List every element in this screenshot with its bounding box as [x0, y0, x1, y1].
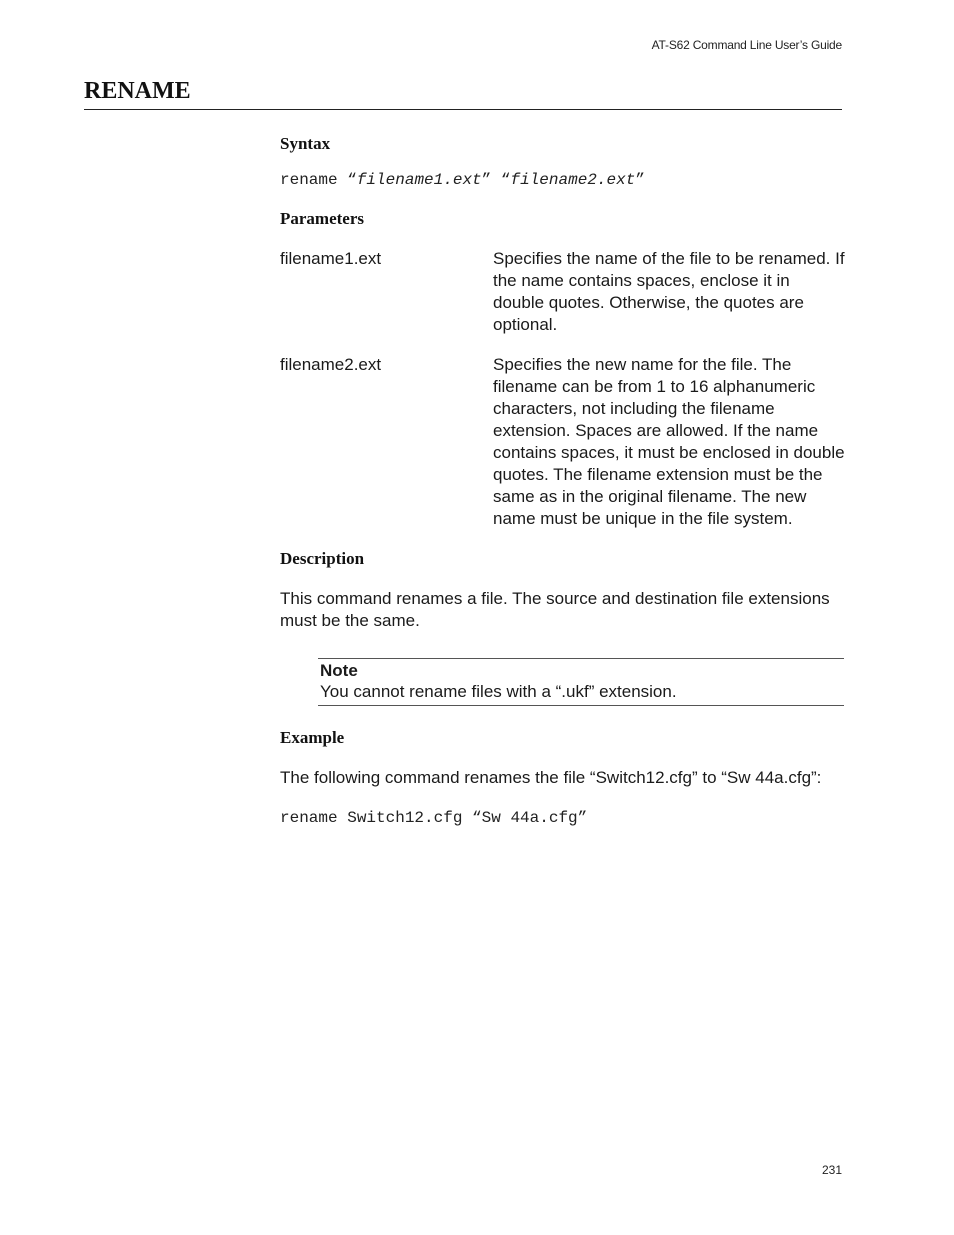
syntax-heading: Syntax [280, 134, 331, 153]
quote-close-2: ” [635, 171, 645, 189]
syntax-space [491, 171, 501, 189]
running-head: AT-S62 Command Line User’s Guide [651, 38, 842, 52]
param-name-2: filename2.ext [280, 355, 382, 374]
description-text: This command renames a file. The source and destination file extensions must be the same. [280, 589, 830, 630]
description-heading: Description [280, 549, 365, 568]
quote-close-1: ” [481, 171, 492, 189]
param-description-1: Specifies the name of the file to be renamed. If the name contains spaces, enclose it in double quotes. Otherwise, the quotes are optional. [493, 249, 845, 334]
example-command: rename Switch12.cfg “Sw 44a.cfg” [280, 809, 588, 827]
param-description-2: Specifies the new name for the file. The filename can be from 1 to 16 alphanumeric characters, not including the filename extension. Spaces are allowed. If the name contains spaces, it must be enclosed in double quotes. The filename extension must be the same as in the original filename. The new name must be unique in the file system. [493, 355, 845, 528]
syntax-command [280, 171, 645, 189]
syntax-arg-2: filename2.ext [510, 171, 636, 189]
quote-open-2: “ [500, 171, 511, 189]
syntax-arg-1: filename1.ext [356, 171, 482, 189]
note-text: You cannot rename files with a “.ukf” extension. [320, 682, 677, 701]
parameters-heading: Parameters [280, 209, 365, 228]
example-heading: Example [280, 728, 345, 747]
note-title: Note [320, 661, 358, 680]
param-name-1: filename1.ext [280, 249, 382, 268]
syntax-keyword: rename [280, 171, 348, 189]
section-title: RENAME [84, 78, 191, 104]
note-box [318, 658, 844, 706]
example-text: The following command renames the file “Switch12.cfg” to “Sw 44a.cfg”: [280, 768, 822, 787]
title-rule [84, 109, 842, 110]
page-number: 231 [821, 1163, 842, 1177]
quote-open-1: “ [347, 171, 357, 189]
